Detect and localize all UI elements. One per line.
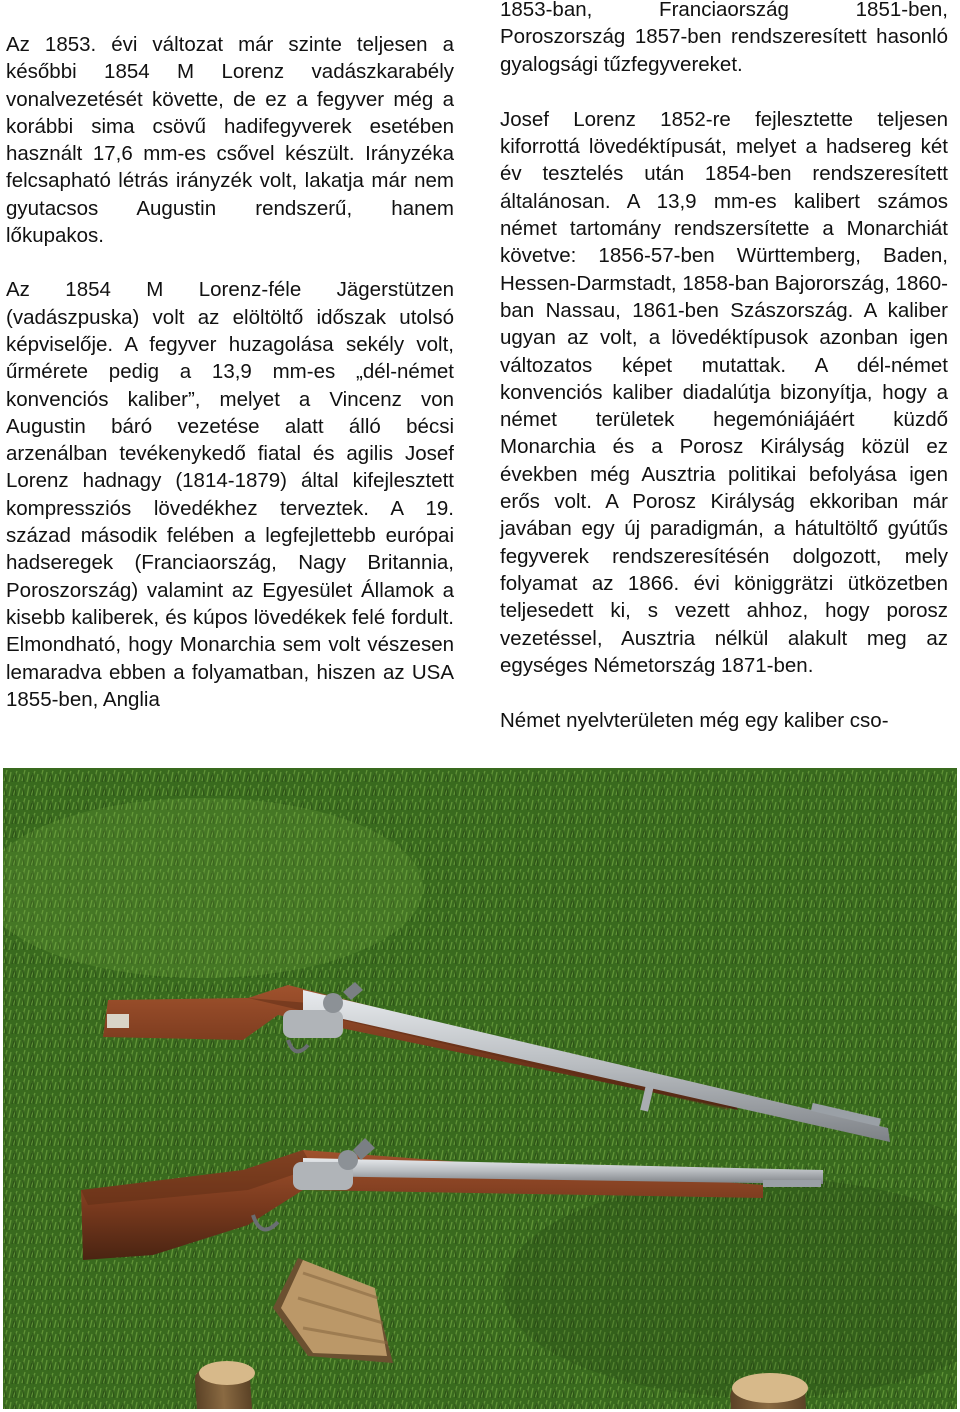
photo-illustration <box>3 768 957 1409</box>
paragraph: 1853-ban, Franciaország 1851-ben, Poroszország 1857-ben rendszeresített hasonló gyalogsági tűzfegyvereket. <box>500 0 948 76</box>
paragraph: Az 1853. évi változat már szinte teljesen a későbbi 1854 M Lorenz vadászkarabély vonalvezetését követte, de ez a fegyver még a korábbi sima csövű hadifegyverek esetében használt 17,6 mm-es csővel készült. Irányzéka felcsapható létrás irányzék volt, lakatja már nem gyutacsos Augustin rendszerű, hanem lőkupakos. <box>6 33 454 248</box>
rifles-on-grass-photo <box>3 768 957 1409</box>
right-text-column <box>500 0 948 734</box>
paragraph: Az 1854 M Lorenz-féle Jägerstützen (vadászpuska) volt az elöltöltő időszak utolsó képviselője. A fegyver huzagolása sekély volt, űrmérete pedig a 13,9 mm-es „dél-német konvenciós kaliber”, melyet a Vincenz von Augustin báró vezetése alatt álló bécsi arzenálban tevékenykedő fiatal és agilis Josef Lorenz hadnagy (1814-1879) által kifejlesztett kompressziós lövedékhez terveztek. A 19. század második felében a legfejlettebb európai hadseregek (Franciaország, Nagy Britannia, Poroszország) valamint az Egyesület Államok a kisebb kaliberek, és kúpos lövedékek felé fordult. Elmondható, hogy Monarchia sem volt vészesen lemaradva ebben a folyamatban, hiszen az USA 1855-ben, Anglia <box>6 278 454 711</box>
left-text-column <box>6 31 454 713</box>
log-right <box>730 1373 812 1409</box>
paragraph: Josef Lorenz 1852-re fejlesztette teljesen kiforrottá lövedéktípusát, melyet a hadsereg két év tesztelés után 1854-ben rendszeresített általánosan. A 13,9 mm-es kalibert számos német tartomány rendszersítette a Monarchiát követve: 1856-57-ben Württemberg, Baden, Hessen-Darmstadt, 1858-ban Bajorország, 1860-ban Nassau, 1861-ben Szászország. A kaliber ugyan az volt, a lövedéktípusok azonban igen változatos képet mutattak. A dél-német konvenciós kaliber diadalútja bizonyítja, hogy a német területek hegemóniájáért küzdő Monarchia és a Porosz Királyság közül ez években még Ausztria politikai befolyása igen erős volt. A Porosz Királyság ekkoriban már javában egy új paradigmán, a hátultöltő gyútűs fegyverek rendszeresítésén dolgozott, mely folyamat az 1866. évi königgrätzi ütközetben teljesedett ki, s vezett ahhoz, hogy porosz vezetéssel, Ausztria nélkül alakult meg az egységes Németország 1871-ben. <box>500 107 948 677</box>
log-left <box>194 1361 257 1409</box>
paragraph: Német nyelvterületen még egy kaliber cso- <box>500 709 889 733</box>
